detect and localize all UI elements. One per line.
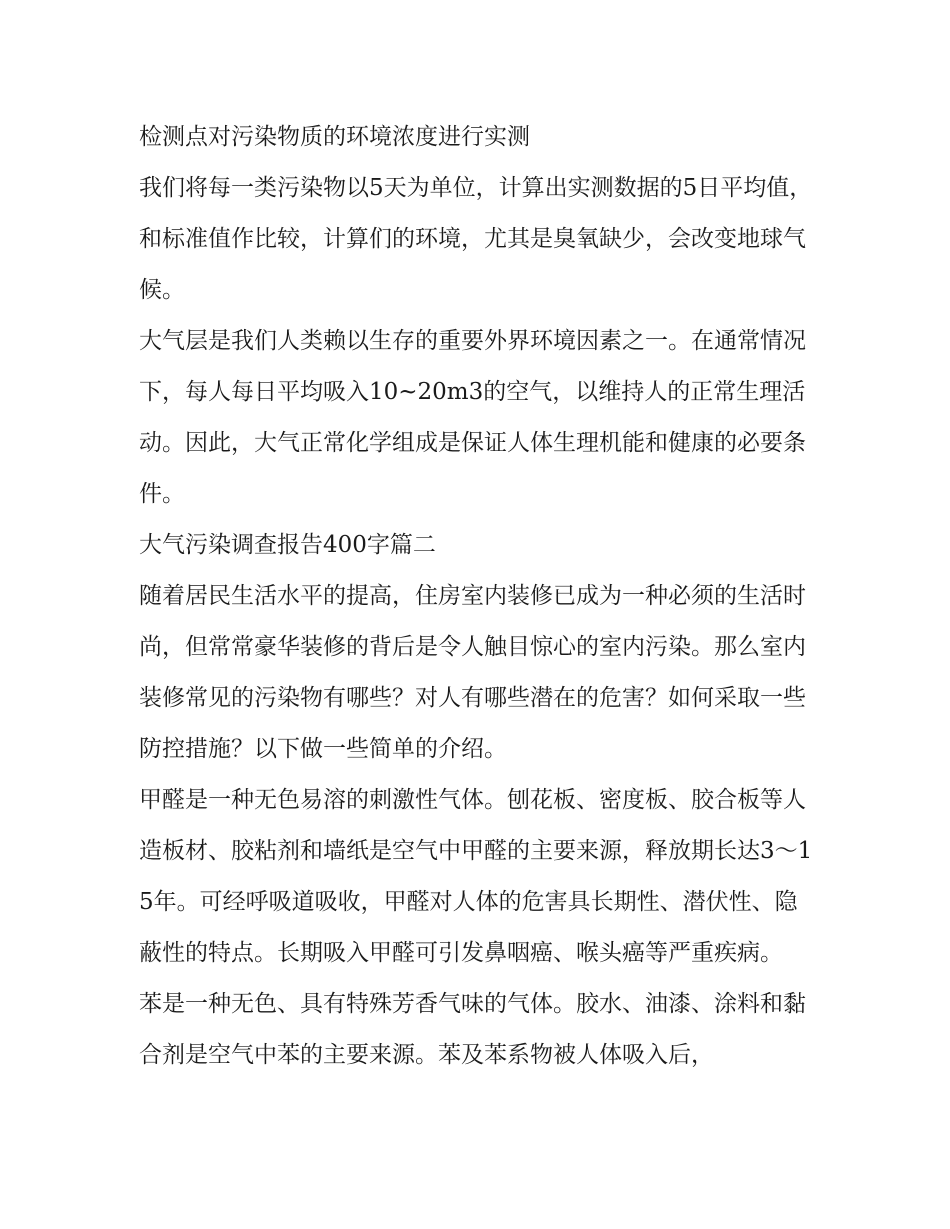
document-body <box>139 112 815 1081</box>
paragraph-indoor-pollution: 随着居民生活水平的提高，住房室内装修已成为一种必须的生活时尚，但常常豪华装修的背后是令人触目惊心的室内污染。那么室内装修常见的污染物有哪些？对人有哪些潜在的危害？如何采取一些防控措施？以下做一些简单的介绍。 <box>139 583 806 762</box>
paragraph-measurement-intro: 检测点对污染物质的环境浓度进行实测 <box>139 124 530 150</box>
section-heading: 大气污染调查报告400字篇二 <box>139 532 436 558</box>
paragraph-five-day-average: 我们将每一类污染物以5天为单位，计算出实测数据的5日平均值，和标准值作比较，计算们的环境，尤其是臭氧缺少，会改变地球气候。 <box>139 175 813 303</box>
paragraph-benzene: 苯是一种无色、具有特殊芳香气味的气体。胶水、油漆、涂料和黏合剂是空气中苯的主要来源。苯及苯系物被人体吸入后， <box>139 991 806 1068</box>
paragraph-formaldehyde: 甲醛是一种无色易溶的刺激性气体。刨花板、密度板、胶合板等人造板材、胶粘剂和墙纸是空气中甲醛的主要来源，释放期长达3～15年。可经呼吸道吸收，甲醛对人体的危害具长期性、潜伏性、隐蔽性的特点。长期吸入甲醛可引发鼻咽癌、喉头癌等严重疾病。 <box>139 787 813 966</box>
paragraph-atmosphere-importance: 大气层是我们人类赖以生存的重要外界环境因素之一。在通常情况下，每人每日平均吸入10~20m3的空气，以维持人的正常生理活动。因此，大气正常化学组成是保证人体生理机能和健康的必要条件。 <box>139 328 806 507</box>
